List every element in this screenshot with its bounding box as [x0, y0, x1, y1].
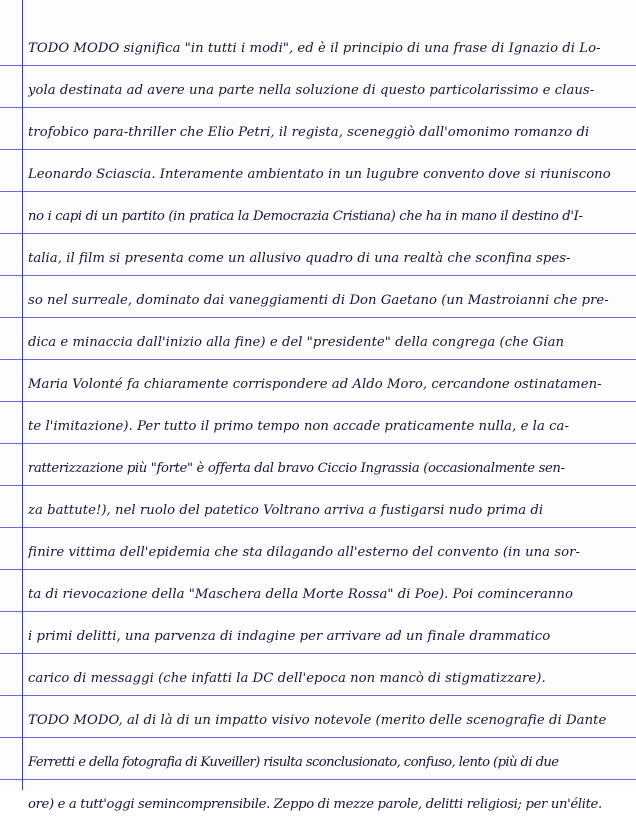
- margin-line: [22, 0, 23, 790]
- text-line: so nel surreale, dominato dai vaneggiamenti di Don Gaetano (un Mastroianni che pre-: [28, 293, 609, 308]
- text-line: Ferretti e della fotografia di Kuveiller) risulta sconclusionato, confuso, lento (più di due: [28, 755, 559, 770]
- text-line: ore) e a tutt'oggi semincomprensibile. Zeppo di mezze parole, delitti religiosi; per un'élite.: [28, 797, 602, 812]
- text-line: talia, il film si presenta come un allusivo quadro di una realtà che sconfina spes-: [28, 251, 571, 266]
- text-line: carico di messaggi (che infatti la DC dell'epoca non mancò di stigmatizzare).: [28, 671, 546, 686]
- text-line: TODO MODO, al di là di un impatto visivo notevole (merito delle scenografie di Dante: [28, 713, 607, 728]
- text-line: TODO MODO significa "in tutti i modi", ed è il principio di una frase di Ignazio di Lo-: [28, 41, 601, 56]
- text-line: Leonardo Sciascia. Interamente ambientato in un lugubre convento dove si riuniscono: [28, 167, 611, 182]
- text-line: ta di rievocazione della "Maschera della Morte Rossa" di Poe). Poi cominceranno: [28, 587, 573, 602]
- text-line: finire vittima dell'epidemia che sta dilagando all'esterno del convento (in una sor-: [28, 545, 580, 560]
- handwritten-text-block: [28, 34, 628, 832]
- text-line: i primi delitti, una parvenza di indagine per arrivare ad un finale drammatico: [28, 629, 551, 644]
- text-line: za battute!), nel ruolo del patetico Voltrano arriva a fustigarsi nudo prima di: [28, 503, 544, 518]
- text-line: dica e minaccia dall'inizio alla fine) e del "presidente" della congrega (che Gian: [28, 335, 565, 350]
- text-line: ratterizzazione più "forte" è offerta dal bravo Ciccio Ingrassia (occasionalmente sen-: [28, 461, 565, 476]
- text-line: no i capi di un partito (in pratica la Democrazia Cristiana) che ha in mano il destino d'I-: [28, 209, 583, 224]
- text-line: te l'imitazione). Per tutto il primo tempo non accade praticamente nulla, e la ca-: [28, 419, 569, 434]
- text-line: Maria Volonté fa chiaramente corrispondere ad Aldo Moro, cercandone ostinatamen-: [28, 377, 602, 392]
- text-line: trofobico para-thriller che Elio Petri, il regista, sceneggiò dall'omonimo romanzo di: [28, 125, 590, 140]
- text-line: yola destinata ad avere una parte nella soluzione di questo particolarissimo e claus-: [28, 83, 595, 98]
